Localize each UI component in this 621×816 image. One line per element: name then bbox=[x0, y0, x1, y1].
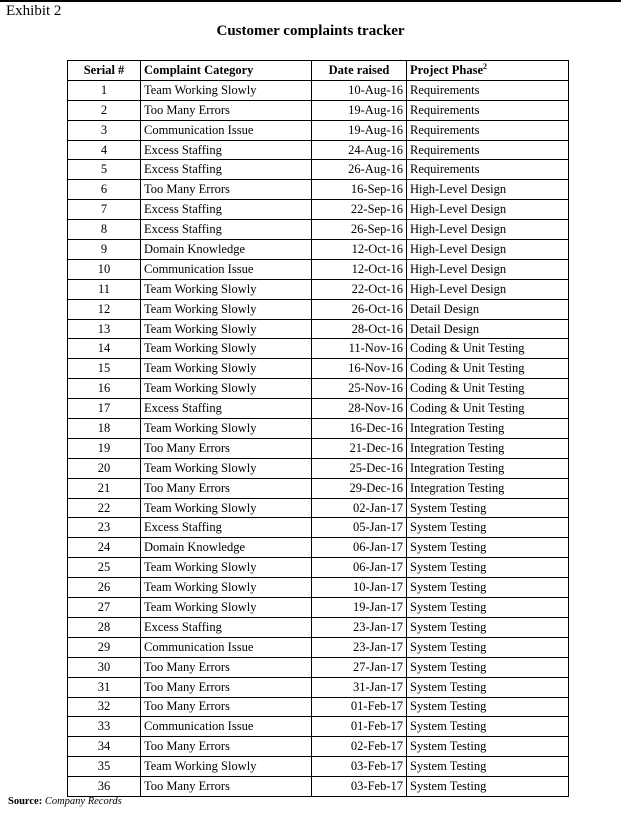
serial-cell: 28 bbox=[68, 617, 141, 637]
table-row bbox=[68, 339, 569, 359]
category-cell: Excess Staffing bbox=[141, 140, 312, 160]
table-row bbox=[68, 100, 569, 120]
date-cell: 05-Jan-17 bbox=[312, 518, 407, 538]
phase-cell: Coding & Unit Testing bbox=[407, 399, 569, 419]
category-cell: Too Many Errors bbox=[141, 438, 312, 458]
date-cell: 12-Oct-16 bbox=[312, 240, 407, 260]
category-cell: Communication Issue bbox=[141, 259, 312, 279]
header-date: Date raised bbox=[312, 61, 407, 81]
category-cell: Team Working Slowly bbox=[141, 558, 312, 578]
serial-cell: 2 bbox=[68, 100, 141, 120]
category-cell: Team Working Slowly bbox=[141, 379, 312, 399]
phase-cell: Coding & Unit Testing bbox=[407, 339, 569, 359]
phase-cell: System Testing bbox=[407, 538, 569, 558]
phase-cell: High-Level Design bbox=[407, 220, 569, 240]
date-cell: 28-Oct-16 bbox=[312, 319, 407, 339]
phase-cell: System Testing bbox=[407, 598, 569, 618]
table-row bbox=[68, 578, 569, 598]
category-cell: Team Working Slowly bbox=[141, 498, 312, 518]
phase-cell: System Testing bbox=[407, 757, 569, 777]
date-cell: 11-Nov-16 bbox=[312, 339, 407, 359]
category-cell: Team Working Slowly bbox=[141, 419, 312, 439]
category-cell: Too Many Errors bbox=[141, 697, 312, 717]
category-cell: Too Many Errors bbox=[141, 737, 312, 757]
date-cell: 19-Jan-17 bbox=[312, 598, 407, 618]
table-row bbox=[68, 180, 569, 200]
date-cell: 16-Nov-16 bbox=[312, 359, 407, 379]
phase-cell: High-Level Design bbox=[407, 279, 569, 299]
phase-cell: System Testing bbox=[407, 637, 569, 657]
phase-cell: System Testing bbox=[407, 717, 569, 737]
category-cell: Too Many Errors bbox=[141, 100, 312, 120]
serial-cell: 31 bbox=[68, 677, 141, 697]
serial-cell: 34 bbox=[68, 737, 141, 757]
phase-cell: Detail Design bbox=[407, 319, 569, 339]
top-rule bbox=[0, 0, 621, 2]
table-row bbox=[68, 617, 569, 637]
serial-cell: 14 bbox=[68, 339, 141, 359]
header-phase-label: Project Phase bbox=[410, 62, 484, 77]
category-cell: Team Working Slowly bbox=[141, 319, 312, 339]
serial-cell: 27 bbox=[68, 598, 141, 618]
serial-cell: 13 bbox=[68, 319, 141, 339]
header-category: Complaint Category bbox=[141, 61, 312, 81]
table-row bbox=[68, 240, 569, 260]
table-row bbox=[68, 458, 569, 478]
table-row bbox=[68, 478, 569, 498]
phase-cell: System Testing bbox=[407, 617, 569, 637]
category-cell: Domain Knowledge bbox=[141, 538, 312, 558]
category-cell: Domain Knowledge bbox=[141, 240, 312, 260]
serial-cell: 20 bbox=[68, 458, 141, 478]
category-cell: Too Many Errors bbox=[141, 180, 312, 200]
category-cell: Team Working Slowly bbox=[141, 359, 312, 379]
date-cell: 01-Feb-17 bbox=[312, 717, 407, 737]
phase-cell: High-Level Design bbox=[407, 200, 569, 220]
table-row bbox=[68, 697, 569, 717]
phase-cell: Coding & Unit Testing bbox=[407, 359, 569, 379]
serial-cell: 1 bbox=[68, 80, 141, 100]
phase-cell: System Testing bbox=[407, 657, 569, 677]
source-label: Source: bbox=[8, 796, 43, 807]
table-row bbox=[68, 140, 569, 160]
serial-cell: 23 bbox=[68, 518, 141, 538]
phase-cell: High-Level Design bbox=[407, 240, 569, 260]
page-title: Customer complaints tracker bbox=[216, 23, 405, 39]
table-row bbox=[68, 657, 569, 677]
table-row bbox=[68, 558, 569, 578]
category-cell: Too Many Errors bbox=[141, 677, 312, 697]
category-cell: Excess Staffing bbox=[141, 617, 312, 637]
table-row bbox=[68, 717, 569, 737]
date-cell: 12-Oct-16 bbox=[312, 259, 407, 279]
serial-cell: 18 bbox=[68, 419, 141, 439]
category-cell: Team Working Slowly bbox=[141, 578, 312, 598]
phase-cell: System Testing bbox=[407, 697, 569, 717]
date-cell: 23-Jan-17 bbox=[312, 637, 407, 657]
date-cell: 23-Jan-17 bbox=[312, 617, 407, 637]
exhibit-label: Exhibit 2 bbox=[6, 3, 62, 19]
table-row bbox=[68, 259, 569, 279]
serial-cell: 8 bbox=[68, 220, 141, 240]
category-cell: Team Working Slowly bbox=[141, 339, 312, 359]
header-phase bbox=[407, 61, 569, 81]
phase-cell: System Testing bbox=[407, 677, 569, 697]
phase-cell: Detail Design bbox=[407, 299, 569, 319]
date-cell: 06-Jan-17 bbox=[312, 558, 407, 578]
serial-cell: 36 bbox=[68, 777, 141, 797]
phase-cell: Integration Testing bbox=[407, 438, 569, 458]
category-cell: Too Many Errors bbox=[141, 657, 312, 677]
serial-cell: 3 bbox=[68, 120, 141, 140]
table-row bbox=[68, 80, 569, 100]
serial-cell: 24 bbox=[68, 538, 141, 558]
serial-cell: 30 bbox=[68, 657, 141, 677]
serial-cell: 25 bbox=[68, 558, 141, 578]
source-text: Company Records bbox=[44, 796, 122, 807]
serial-cell: 17 bbox=[68, 399, 141, 419]
serial-cell: 4 bbox=[68, 140, 141, 160]
table-row bbox=[68, 498, 569, 518]
date-cell: 02-Feb-17 bbox=[312, 737, 407, 757]
phase-cell: Integration Testing bbox=[407, 419, 569, 439]
category-cell: Communication Issue bbox=[141, 120, 312, 140]
category-cell: Team Working Slowly bbox=[141, 80, 312, 100]
phase-cell: Requirements bbox=[407, 140, 569, 160]
table-row bbox=[68, 359, 569, 379]
table-header-row bbox=[68, 61, 569, 81]
serial-cell: 10 bbox=[68, 259, 141, 279]
date-cell: 19-Aug-16 bbox=[312, 120, 407, 140]
serial-cell: 9 bbox=[68, 240, 141, 260]
phase-cell: System Testing bbox=[407, 737, 569, 757]
phase-cell: High-Level Design bbox=[407, 259, 569, 279]
serial-cell: 32 bbox=[68, 697, 141, 717]
serial-cell: 33 bbox=[68, 717, 141, 737]
header-phase-footnote: 2 bbox=[483, 61, 488, 71]
serial-cell: 22 bbox=[68, 498, 141, 518]
date-cell: 03-Feb-17 bbox=[312, 777, 407, 797]
category-cell: Excess Staffing bbox=[141, 518, 312, 538]
table-row bbox=[68, 200, 569, 220]
date-cell: 25-Dec-16 bbox=[312, 458, 407, 478]
date-cell: 19-Aug-16 bbox=[312, 100, 407, 120]
serial-cell: 16 bbox=[68, 379, 141, 399]
category-cell: Team Working Slowly bbox=[141, 598, 312, 618]
table-row bbox=[68, 637, 569, 657]
table-row bbox=[68, 379, 569, 399]
header-serial: Serial # bbox=[68, 61, 141, 81]
serial-cell: 15 bbox=[68, 359, 141, 379]
serial-cell: 21 bbox=[68, 478, 141, 498]
table-row bbox=[68, 160, 569, 180]
date-cell: 03-Feb-17 bbox=[312, 757, 407, 777]
date-cell: 06-Jan-17 bbox=[312, 538, 407, 558]
serial-cell: 6 bbox=[68, 180, 141, 200]
phase-cell: System Testing bbox=[407, 518, 569, 538]
table-row bbox=[68, 279, 569, 299]
date-cell: 16-Dec-16 bbox=[312, 419, 407, 439]
date-cell: 29-Dec-16 bbox=[312, 478, 407, 498]
phase-cell: High-Level Design bbox=[407, 180, 569, 200]
complaints-table bbox=[67, 60, 569, 797]
phase-cell: System Testing bbox=[407, 498, 569, 518]
category-cell: Excess Staffing bbox=[141, 220, 312, 240]
date-cell: 26-Sep-16 bbox=[312, 220, 407, 240]
table-row bbox=[68, 120, 569, 140]
table-row bbox=[68, 677, 569, 697]
phase-cell: Integration Testing bbox=[407, 478, 569, 498]
table-row bbox=[68, 220, 569, 240]
date-cell: 02-Jan-17 bbox=[312, 498, 407, 518]
phase-cell: System Testing bbox=[407, 777, 569, 797]
table-body bbox=[68, 80, 569, 796]
date-cell: 22-Oct-16 bbox=[312, 279, 407, 299]
table-row bbox=[68, 598, 569, 618]
serial-cell: 12 bbox=[68, 299, 141, 319]
phase-cell: System Testing bbox=[407, 578, 569, 598]
date-cell: 16-Sep-16 bbox=[312, 180, 407, 200]
phase-cell: Requirements bbox=[407, 80, 569, 100]
phase-cell: Coding & Unit Testing bbox=[407, 379, 569, 399]
category-cell: Communication Issue bbox=[141, 637, 312, 657]
serial-cell: 11 bbox=[68, 279, 141, 299]
category-cell: Team Working Slowly bbox=[141, 279, 312, 299]
phase-cell: Requirements bbox=[407, 120, 569, 140]
date-cell: 25-Nov-16 bbox=[312, 379, 407, 399]
date-cell: 10-Jan-17 bbox=[312, 578, 407, 598]
table-row bbox=[68, 399, 569, 419]
category-cell: Too Many Errors bbox=[141, 777, 312, 797]
category-cell: Team Working Slowly bbox=[141, 299, 312, 319]
serial-cell: 5 bbox=[68, 160, 141, 180]
category-cell: Team Working Slowly bbox=[141, 458, 312, 478]
date-cell: 27-Jan-17 bbox=[312, 657, 407, 677]
phase-cell: Requirements bbox=[407, 100, 569, 120]
date-cell: 26-Oct-16 bbox=[312, 299, 407, 319]
date-cell: 10-Aug-16 bbox=[312, 80, 407, 100]
phase-cell: System Testing bbox=[407, 558, 569, 578]
date-cell: 21-Dec-16 bbox=[312, 438, 407, 458]
phase-cell: Requirements bbox=[407, 160, 569, 180]
table-row bbox=[68, 299, 569, 319]
category-cell: Excess Staffing bbox=[141, 200, 312, 220]
category-cell: Excess Staffing bbox=[141, 399, 312, 419]
category-cell: Communication Issue bbox=[141, 717, 312, 737]
date-cell: 31-Jan-17 bbox=[312, 677, 407, 697]
category-cell: Team Working Slowly bbox=[141, 757, 312, 777]
date-cell: 22-Sep-16 bbox=[312, 200, 407, 220]
date-cell: 26-Aug-16 bbox=[312, 160, 407, 180]
serial-cell: 29 bbox=[68, 637, 141, 657]
table-row bbox=[68, 518, 569, 538]
phase-cell: Integration Testing bbox=[407, 458, 569, 478]
category-cell: Excess Staffing bbox=[141, 160, 312, 180]
table-row bbox=[68, 319, 569, 339]
table-row bbox=[68, 419, 569, 439]
table-row bbox=[68, 757, 569, 777]
serial-cell: 26 bbox=[68, 578, 141, 598]
serial-cell: 19 bbox=[68, 438, 141, 458]
table-row bbox=[68, 737, 569, 757]
date-cell: 24-Aug-16 bbox=[312, 140, 407, 160]
serial-cell: 35 bbox=[68, 757, 141, 777]
table-row bbox=[68, 538, 569, 558]
date-cell: 28-Nov-16 bbox=[312, 399, 407, 419]
category-cell: Too Many Errors bbox=[141, 478, 312, 498]
serial-cell: 7 bbox=[68, 200, 141, 220]
table-row bbox=[68, 438, 569, 458]
date-cell: 01-Feb-17 bbox=[312, 697, 407, 717]
table-row bbox=[68, 777, 569, 797]
source-note bbox=[8, 796, 122, 807]
